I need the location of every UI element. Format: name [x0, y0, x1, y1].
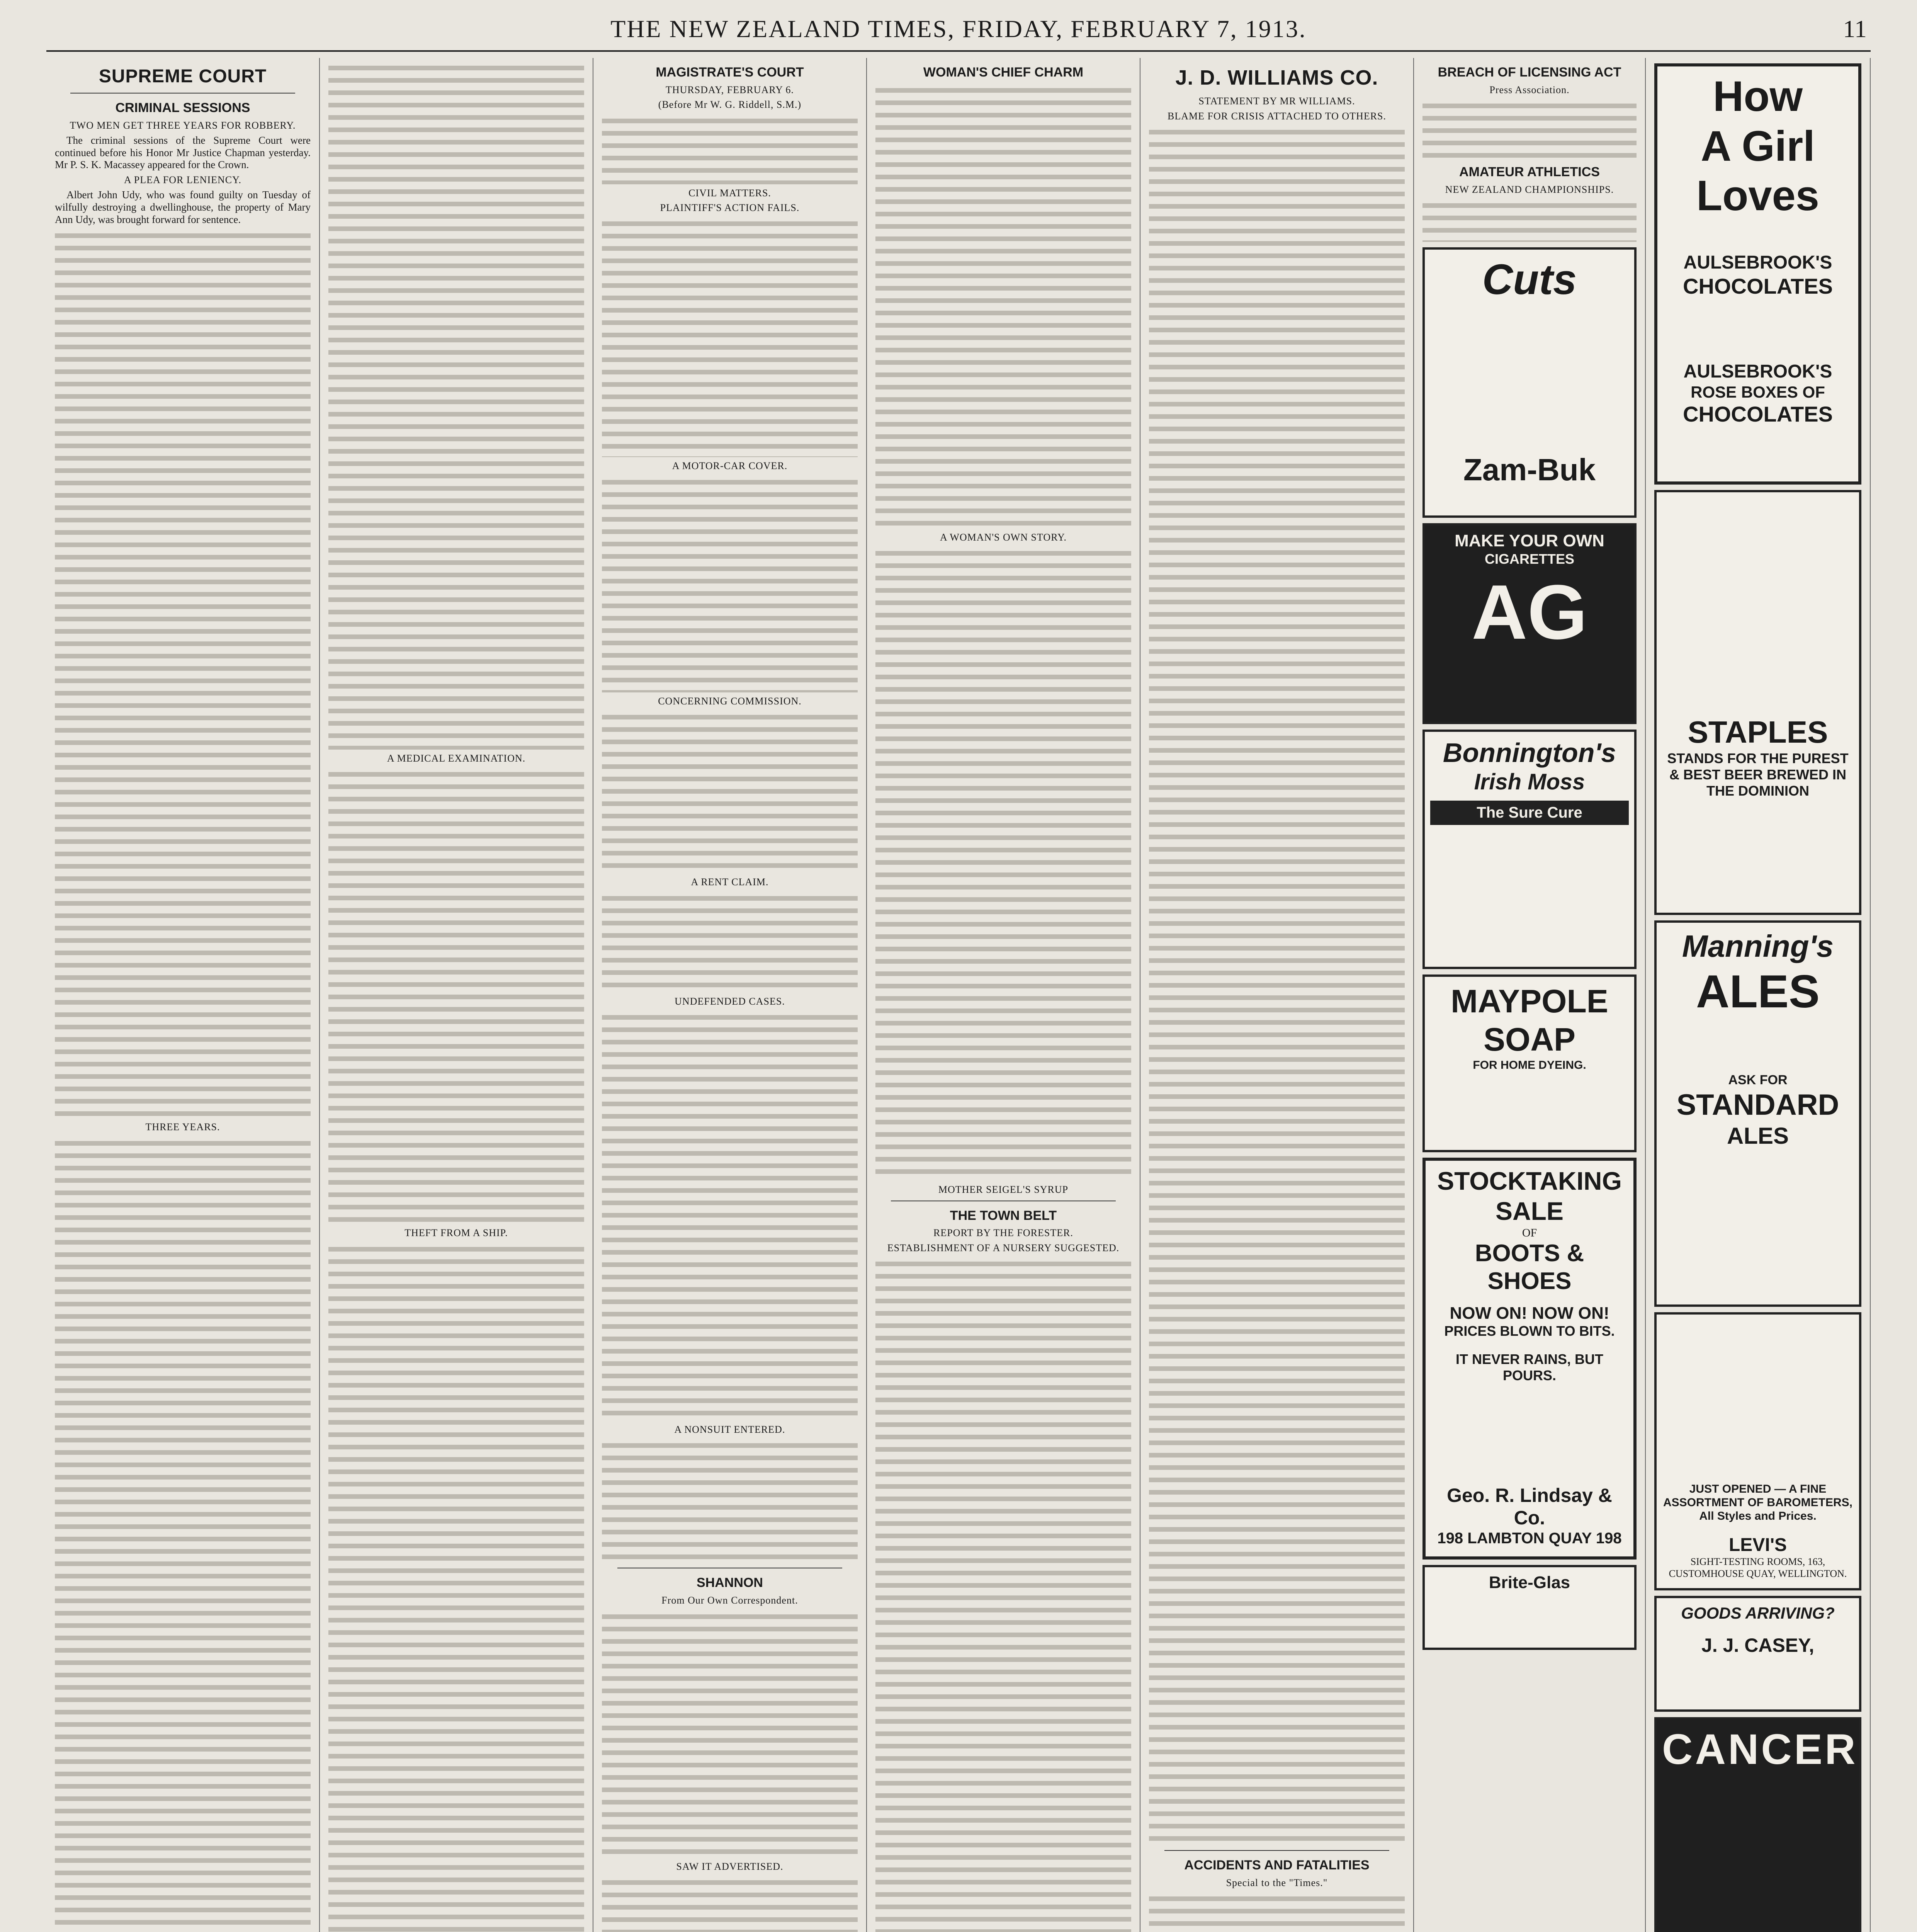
article-body	[328, 768, 584, 1224]
page-number: 11	[1843, 15, 1867, 43]
article-body	[875, 1258, 1131, 1932]
of-text: OF	[1522, 1226, 1537, 1239]
section-heading: THEFT FROM A SHIP.	[404, 1227, 508, 1239]
source-line: Special to the "Times."	[1226, 1877, 1328, 1888]
section-heading: UNDEFENDED CASES.	[675, 995, 785, 1007]
column-williams-co	[1140, 58, 1414, 1932]
headline-supreme-court: SUPREME COURT	[99, 66, 267, 87]
rains-text: IT NEVER RAINS, BUT POURS.	[1455, 1351, 1604, 1383]
ag-logo: AG	[1472, 569, 1587, 655]
staples-tagline: STANDS FOR THE PUREST & BEST BEER BREWED IN THE DOMINION	[1667, 750, 1849, 799]
a-girl-text: A Girl	[1701, 122, 1815, 170]
newspaper-title: THE NEW ZEALAND TIMES, FRIDAY, FEBRUARY 7, 1913.	[610, 15, 1307, 43]
stocktaking-title: STOCKTAKING	[1437, 1167, 1622, 1196]
article-body	[602, 711, 858, 873]
lindsay-name: Geo. R. Lindsay & Co.	[1447, 1484, 1612, 1529]
mannings-ales-advert	[1654, 920, 1861, 1307]
soap-title: SOAP	[1483, 1021, 1576, 1058]
dateline: THURSDAY, FEBRUARY 6.	[665, 84, 794, 95]
rose-boxes-text: ROSE BOXES OF	[1691, 383, 1825, 401]
section-heading: A NONSUIT ENTERED.	[674, 1424, 785, 1435]
article-body	[1149, 126, 1405, 1845]
column-licensing-ads	[1414, 58, 1646, 1932]
section-heading: THREE YEARS.	[145, 1121, 220, 1133]
cuts-heading: Cuts	[1482, 256, 1577, 304]
ales-title: ALES	[1696, 965, 1820, 1017]
article-body	[875, 84, 1131, 529]
sale-title: SALE	[1495, 1196, 1564, 1225]
headline-shannon: SHANNON	[697, 1575, 763, 1590]
article-body	[1422, 100, 1637, 158]
article-body	[602, 1439, 858, 1563]
brite-glas-title: Brite-Glas	[1489, 1573, 1570, 1592]
ask-for-text: ASK FOR	[1728, 1072, 1788, 1087]
staples-title: STAPLES	[1688, 715, 1828, 749]
goods-title: GOODS ARRIVING?	[1681, 1604, 1835, 1622]
cancer-advert	[1654, 1717, 1861, 1932]
zambuk-advert	[1422, 247, 1637, 518]
levi-address: SIGHT-TESTING ROOMS, 163, CUSTOMHOUSE QUAY, WELLINGTON.	[1669, 1556, 1847, 1579]
deck: STATEMENT BY MR WILLIAMS.	[1198, 95, 1355, 107]
levi-title: LEVI'S	[1728, 1535, 1787, 1556]
section-heading: MOTHER SEIGEL'S SYRUP	[938, 1184, 1069, 1196]
casey-name: J. J. CASEY,	[1701, 1634, 1814, 1656]
headline-town-belt: THE TOWN BELT	[950, 1208, 1057, 1223]
stocktaking-sale-advert	[1422, 1158, 1637, 1560]
loves-text: Loves	[1696, 172, 1819, 220]
staples-beer-advert	[1654, 490, 1861, 915]
section-heading: CIVIL MATTERS.	[688, 187, 771, 199]
article-body	[1149, 1893, 1405, 1932]
zambuk-logo: Zam-Buk	[1463, 452, 1596, 487]
masthead	[46, 8, 1871, 52]
column-court-continued	[320, 58, 593, 1932]
barometers-advert	[1654, 1312, 1861, 1590]
barometers-text: JUST OPENED — A FINE ASSORTMENT OF BAROMETERS, All Styles and Prices.	[1663, 1483, 1852, 1523]
casey-advert	[1654, 1596, 1861, 1712]
column-supreme-court	[46, 58, 320, 1932]
soap-tagline: FOR HOME DYEING.	[1473, 1058, 1586, 1071]
section-heading: PLAINTIFF'S ACTION FAILS.	[660, 202, 800, 213]
section-heading: A MOTOR-CAR COVER.	[672, 460, 788, 472]
prices-text: PRICES BLOWN TO BITS.	[1444, 1323, 1615, 1339]
article-body	[602, 476, 858, 692]
how-text: How	[1713, 73, 1803, 120]
article-paragraph: Albert John Udy, who was found guilty on Tuesday of wilfully destroying a dwellinghouse, the property of Mary Ann Udy, was brought forward for sentence.	[55, 189, 311, 225]
ag-headline: MAKE YOUR OWN	[1455, 531, 1604, 551]
aulsebrook-brand-2: AULSEBROOK'S	[1683, 361, 1832, 382]
standard-ales: ALES	[1727, 1122, 1789, 1149]
now-on-text: NOW ON! NOW ON!	[1450, 1303, 1609, 1323]
divider	[1164, 1850, 1389, 1851]
section-heading: SAW IT ADVERTISED.	[676, 1861, 783, 1872]
source-line: Press Association.	[1489, 84, 1570, 95]
article-body	[328, 62, 584, 750]
standard-title: STANDARD	[1676, 1088, 1839, 1121]
section-heading: CONCERNING COMMISSION.	[658, 695, 802, 707]
source-line: From Our Own Correspondent.	[661, 1595, 798, 1606]
article-body	[55, 230, 311, 1118]
bonnington-advert	[1422, 730, 1637, 969]
headline-amateur-athletics: AMATEUR ATHLETICS	[1459, 165, 1600, 180]
article-body	[55, 1137, 311, 1932]
aulsebrook-advert	[1654, 63, 1861, 485]
article-body	[602, 1011, 858, 1421]
bonnington-tagline: The Sure Cure	[1430, 801, 1629, 825]
column-magistrates-court	[593, 58, 867, 1932]
brite-glas-advert	[1422, 1565, 1637, 1650]
deck: BLAME FOR CRISIS ATTACHED TO OTHERS.	[1167, 110, 1387, 122]
headline-jd-williams: J. D. WILLIAMS CO.	[1175, 66, 1378, 89]
lindsay-address: 198 LAMBTON QUAY 198	[1437, 1529, 1622, 1547]
article-body	[602, 115, 858, 184]
column-womans-charm	[867, 58, 1140, 1932]
cancer-title: CANCER	[1662, 1726, 1858, 1773]
article-body	[875, 547, 1131, 1181]
boots-shoes-title: BOOTS & SHOES	[1475, 1240, 1584, 1295]
section-heading: A MEDICAL EXAMINATION.	[387, 753, 526, 764]
article-body	[602, 892, 858, 993]
deck: NEW ZEALAND CHAMPIONSHIPS.	[1445, 184, 1614, 195]
deck: REPORT BY THE FORESTER.	[933, 1227, 1073, 1239]
maypole-soap-advert	[1422, 975, 1637, 1152]
article-body	[602, 1876, 858, 1932]
headline-accidents: ACCIDENTS AND FATALITIES	[1184, 1857, 1370, 1872]
article-body	[602, 218, 858, 457]
maypole-title: MAYPOLE	[1451, 983, 1608, 1020]
article-body	[602, 1611, 858, 1858]
mannings-title: Manning's	[1682, 929, 1834, 963]
bonnington-title: Bonnington's	[1443, 738, 1616, 768]
article-body	[328, 1243, 584, 1932]
aulsebrook-brand: AULSEBROOK'S	[1683, 252, 1832, 273]
ag-cigarette-advert	[1422, 523, 1637, 724]
ag-subheadline: CIGARETTES	[1484, 551, 1574, 567]
subhead-criminal-sessions: CRIMINAL SESSIONS	[115, 100, 250, 116]
column-adverts	[1646, 58, 1871, 1932]
section-heading: A RENT CLAIM.	[691, 876, 769, 888]
headline-womans-chief-charm: WOMAN'S CHIEF CHARM	[923, 65, 1084, 80]
article-body	[1422, 199, 1637, 242]
bonnington-subtitle: Irish Moss	[1474, 769, 1585, 795]
section-heading: A PLEA FOR LENIENCY.	[124, 174, 242, 186]
section-heading: A WOMAN'S OWN STORY.	[940, 531, 1067, 543]
chocolates-text-2: CHOCOLATES	[1683, 402, 1833, 427]
divider	[70, 93, 295, 94]
article-paragraph: The criminal sessions of the Supreme Court were continued before his Honor Mr Justice Chapman yesterday. Mr P. S. K. Macassey appeared for the Crown.	[55, 134, 311, 171]
byline: (Before Mr W. G. Riddell, S.M.)	[658, 99, 802, 111]
deck: TWO MEN GET THREE YEARS FOR ROBBERY.	[70, 119, 296, 131]
headline-licensing-act: BREACH OF LICENSING ACT	[1438, 65, 1621, 80]
deck: ESTABLISHMENT OF A NURSERY SUGGESTED.	[887, 1242, 1120, 1253]
headline-magistrates-court: MAGISTRATE'S COURT	[656, 65, 804, 80]
chocolates-text: CHOCOLATES	[1683, 274, 1833, 299]
